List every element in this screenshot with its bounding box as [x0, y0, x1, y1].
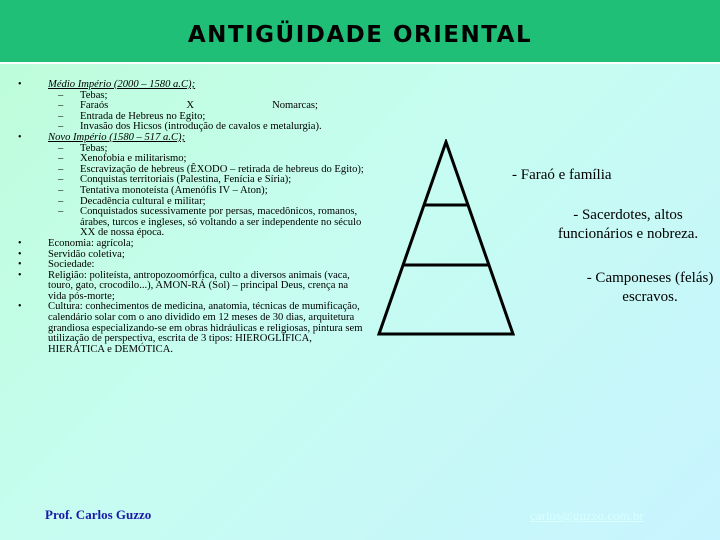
list-item: – Tebas; — [48, 91, 364, 102]
title-bar — [0, 0, 720, 64]
list-item: – Decadência cultural e militar; — [48, 197, 364, 208]
list-item: • Sociedade: — [14, 260, 364, 271]
medio-sublist — [48, 91, 364, 133]
list-item-novo — [14, 133, 364, 239]
slide-title: ANTIGÜIDADE ORIENTAL — [187, 22, 533, 48]
farao-label: – Faraós — [80, 100, 109, 112]
list-item: – Entrada de Hebreus no Egito; — [48, 112, 364, 123]
list-item: – Conquistas territoriais (Palestina, Fenícia e Síria); — [48, 175, 364, 186]
pyramid-level-pharaoh: - Faraó e família — [512, 167, 612, 183]
social-pyramid — [377, 139, 515, 336]
pyramid-outline — [379, 142, 513, 334]
list-item: – Xenofobia e militarismo; — [48, 154, 364, 165]
list-item: • Cultura: conhecimentos de medicina, anatomia, técnicas de mumificação, calendário solar com o ano dividido em 12 meses de 30 dias, arquitetura grandiosa especializando-se em obras hidráulicas e religiosas, pintura sem utilização de perspectiva, escrita de 3 tipos: HIEROGLÍFICA, HIERÁTICA e DEMÓTICA. — [14, 302, 364, 355]
email-link[interactable]: carlos@guzzo.com.br — [530, 508, 644, 523]
list-item: – Invasão dos Hicsos (introdução de cavalos e metalurgia). — [48, 122, 364, 133]
list-item-medio — [14, 80, 364, 133]
nomarcas-label: Nomarcas; — [272, 100, 318, 112]
list-item: – Escravização de hebreus (ÊXODO – retirada de hebreus do Egito); — [48, 165, 364, 176]
medio-heading: Médio Império (2000 – 1580 a.C); — [48, 79, 196, 90]
list-item: – Tebas; — [48, 144, 364, 155]
list-item: • Servidão coletiva; — [14, 250, 364, 261]
pyramid-level-priests: - Sacerdotes, altos funcionários e nobreza. — [557, 207, 699, 242]
novo-sublist — [48, 144, 364, 239]
list-item: – Conquistados sucessivamente por persas, macedônicos, romanos, árabes, turcos e ingleses, só voltando a ser independente no século XX de nossa época. — [48, 207, 364, 239]
main-list — [14, 80, 364, 355]
list-item: – Tentativa monoteísta (Amenófis IV – Aton); — [48, 186, 364, 197]
slide-content — [14, 80, 364, 355]
list-item: • Economia: agrícola; — [14, 239, 364, 250]
list-item: • Religião: politeísta, antropozoomórfica, culto a diversos animais (vaca, touro, gato, crocodilo...), AMON-RÁ (Sol) – principal Deus, crença na vida pós-morte; — [14, 271, 364, 303]
versus-label: X — [186, 100, 194, 112]
pyramid-level-peasants: - Camponeses (felás) escravos. — [586, 270, 714, 305]
author-name: Prof. Carlos Guzzo — [45, 507, 152, 522]
novo-heading: Novo Império (1580 – 517 a.C); — [48, 131, 186, 143]
